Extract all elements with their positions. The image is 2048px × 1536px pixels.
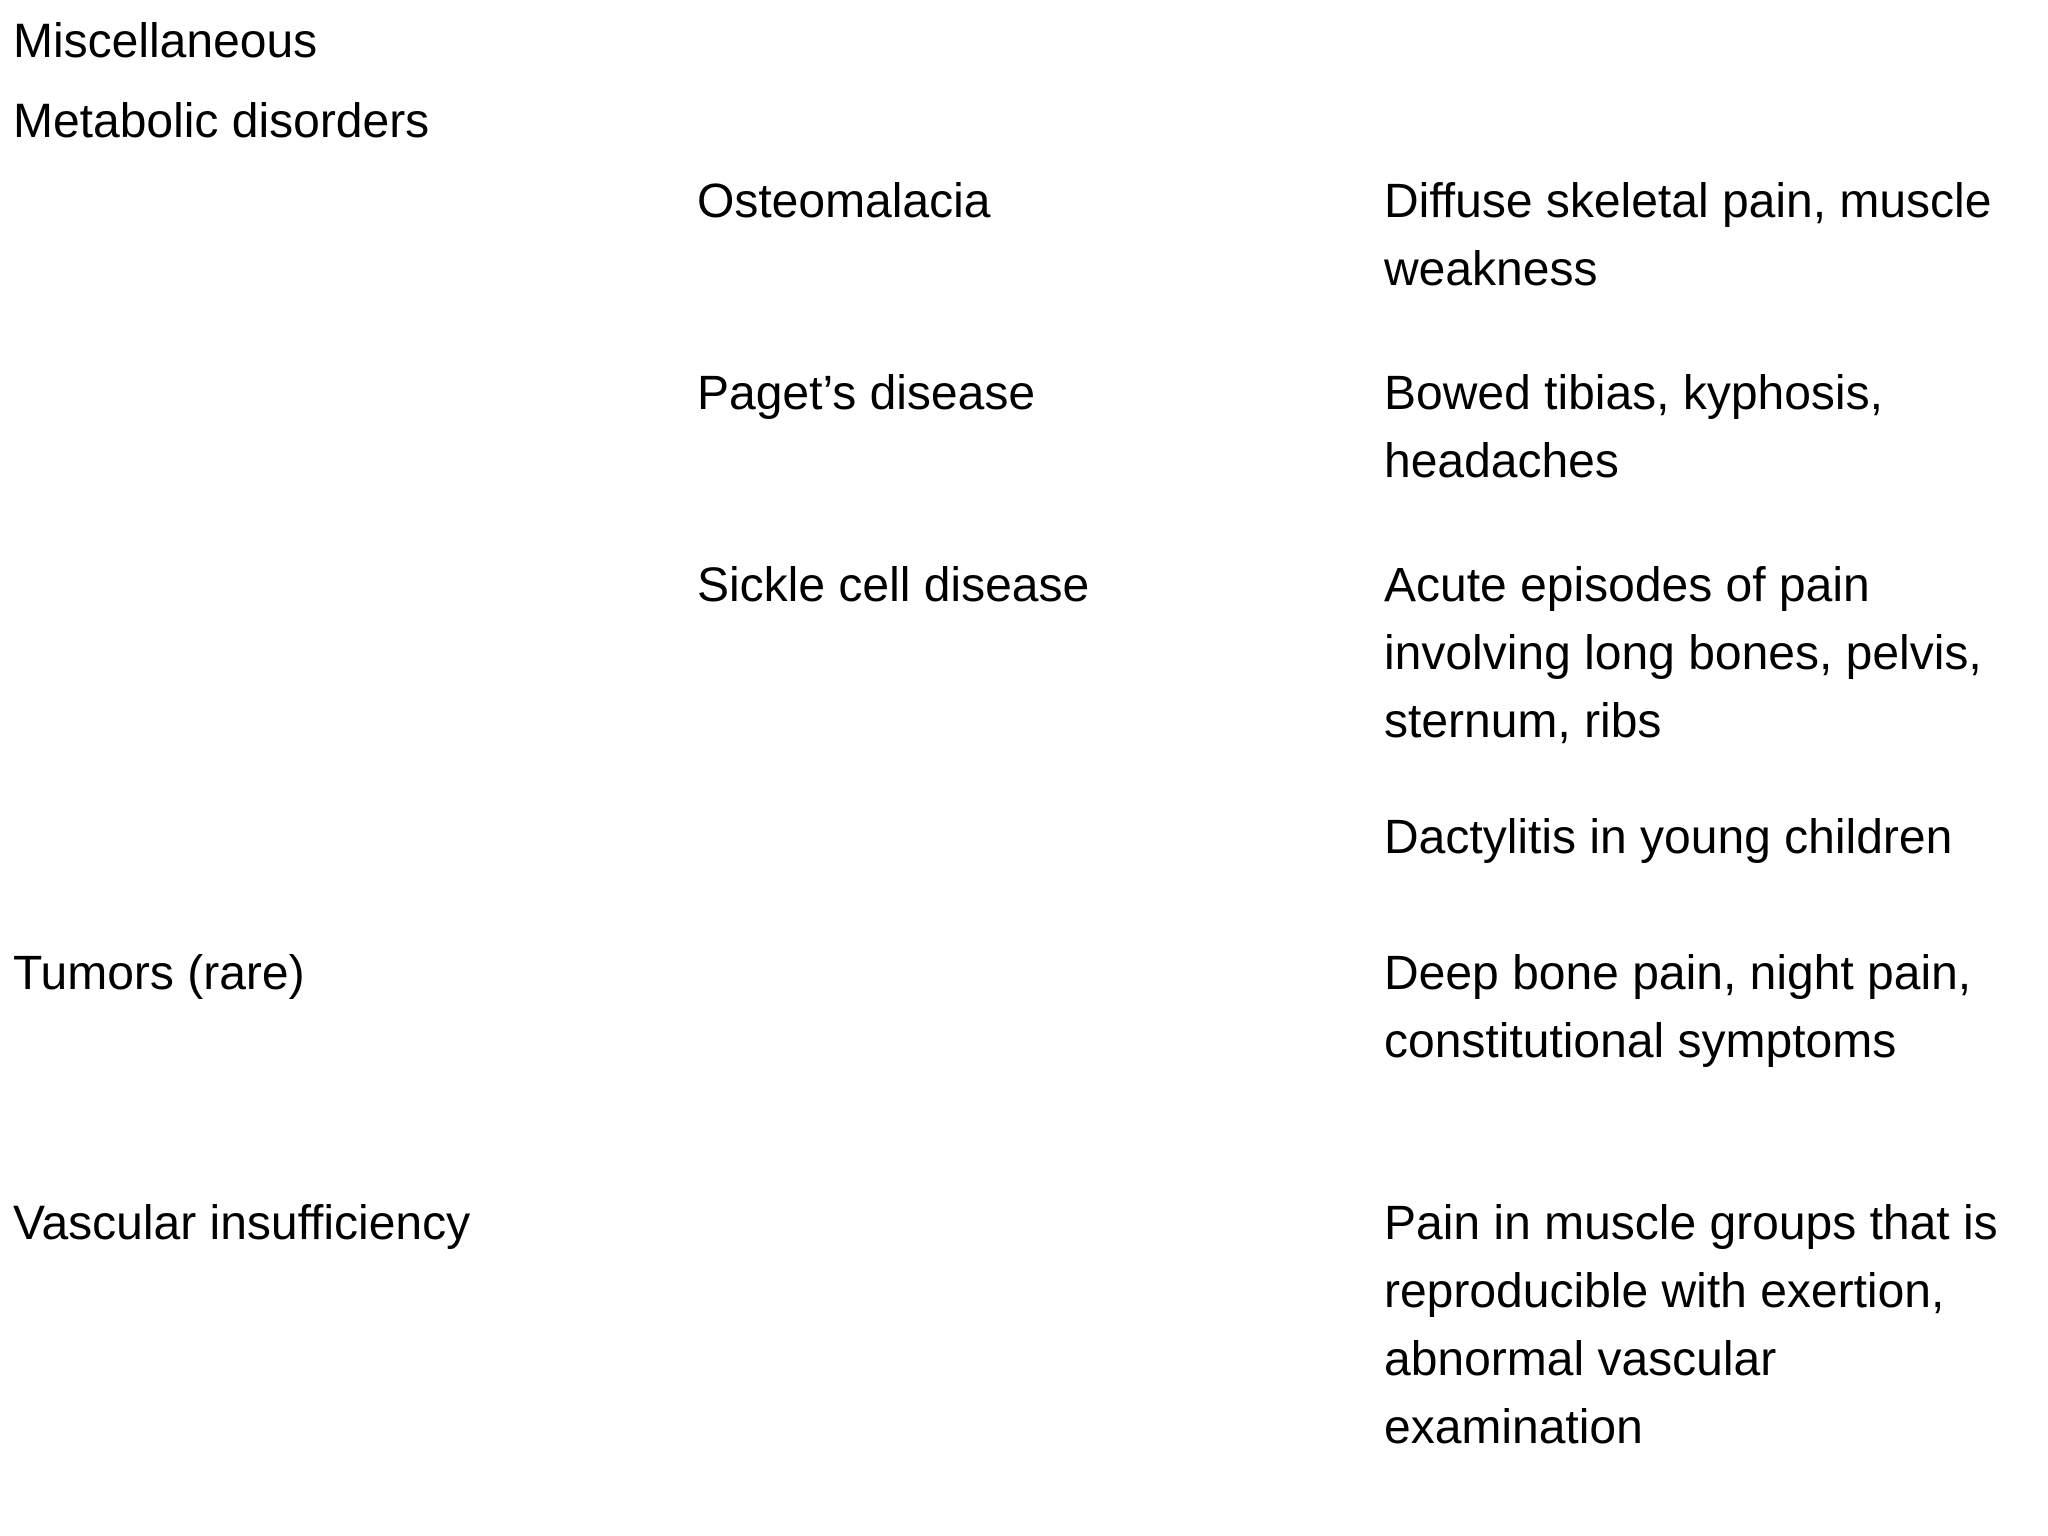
category-tumors: Tumors (rare) [13,947,305,1000]
section-title: Miscellaneous [13,15,318,68]
finding-line: abnormal vascular [1384,1333,1777,1386]
condition-sickle-cell-disease: Sickle cell disease [697,559,1090,612]
findings-vascular-insufficiency [1384,1190,1998,1462]
condition-pagets-disease: Paget’s disease [697,367,1036,420]
finding-line: reproducible with exertion, [1384,1265,1945,1318]
finding-line: Dactylitis in young children [1384,811,1953,864]
finding-line: Pain in muscle groups that is [1384,1197,1998,1250]
category-metabolic-disorders: Metabolic disorders [13,95,430,148]
condition-osteomalacia: Osteomalacia [697,175,991,228]
findings-dactylitis [1384,804,1952,872]
findings-osteomalacia [1384,168,1991,304]
findings-sickle-cell-disease [1384,552,1982,756]
finding-line: involving long bones, pelvis, [1384,627,1982,680]
findings-tumors [1384,940,1971,1076]
finding-line: constitutional symptoms [1384,1015,1897,1068]
finding-line: sternum, ribs [1384,695,1662,748]
findings-pagets-disease [1384,360,1883,496]
finding-line: weakness [1384,243,1598,296]
finding-line: Diffuse skeletal pain, muscle [1384,175,1992,228]
category-vascular-insufficiency: Vascular insufficiency [13,1197,471,1250]
finding-line: headaches [1384,435,1619,488]
finding-line: examination [1384,1401,1643,1454]
finding-line: Deep bone pain, night pain, [1384,947,1972,1000]
finding-line: Acute episodes of pain [1384,559,1870,612]
finding-line: Bowed tibias, kyphosis, [1384,367,1883,420]
